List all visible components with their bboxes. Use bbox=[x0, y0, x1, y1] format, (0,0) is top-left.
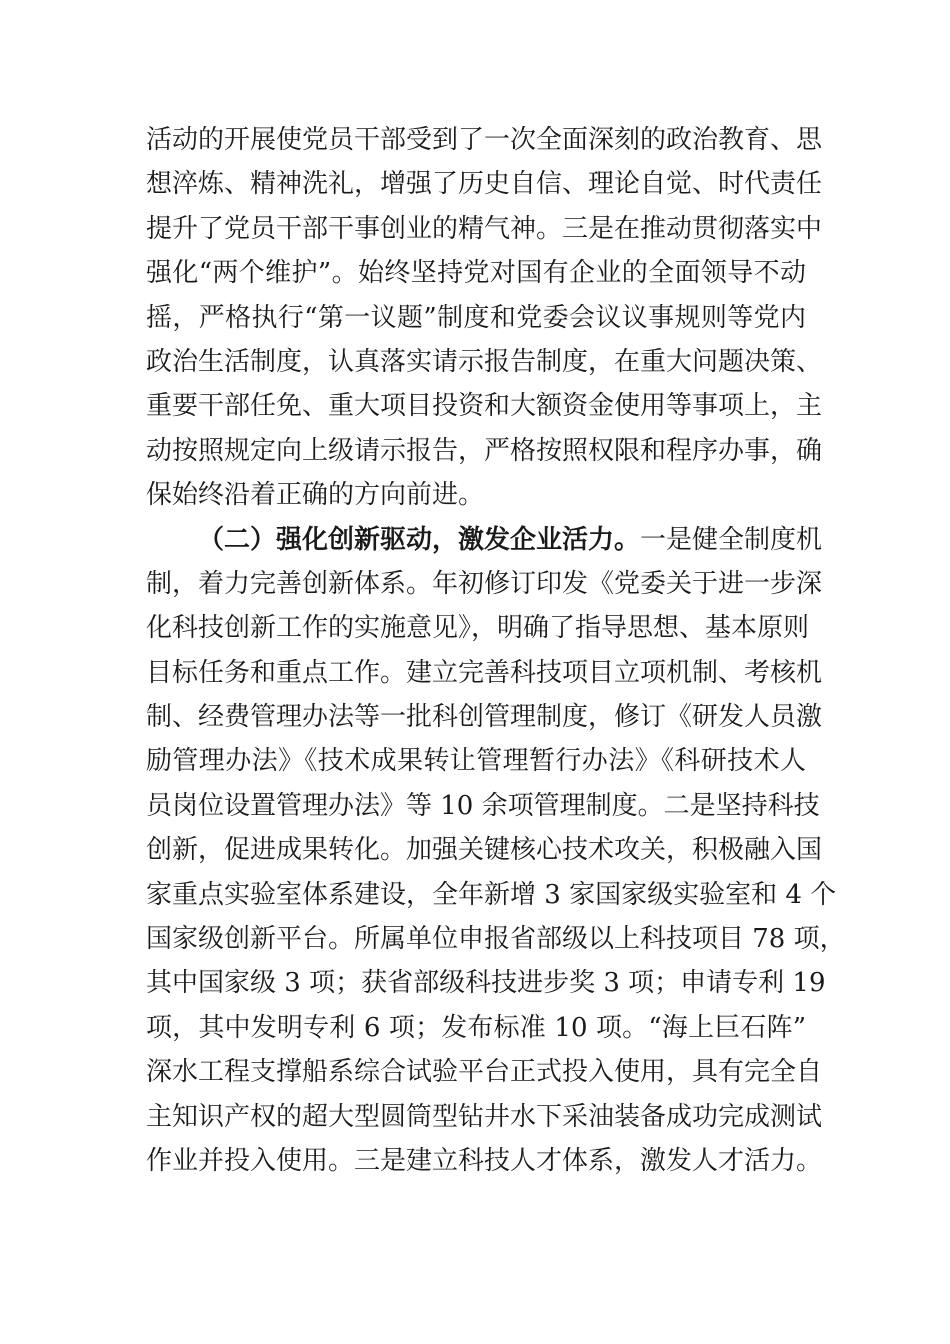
text-line: 国家级创新平台。所属单位申报省部级以上科技项目 78 项， bbox=[146, 924, 846, 955]
text-line: 保始终沿着正确的方向前进。 bbox=[146, 480, 485, 511]
paragraph-1 bbox=[146, 118, 823, 518]
text-line: 其中国家级 3 项；获省部级科技进步奖 3 项；申请专利 19 bbox=[146, 968, 826, 999]
text-line: 制，着力完善创新体系。年初修订印发《党委关于进一步深 bbox=[146, 568, 823, 599]
text-line: 强化“两个维护”。始终坚持党对国有企业的全面领导不动 bbox=[146, 258, 806, 289]
text-line: 想淬炼、精神洗礼，增强了历史自信、理论自觉、时代责任 bbox=[146, 169, 823, 200]
text-line: 政治生活制度，认真落实请示报告制度，在重大问题决策、 bbox=[146, 346, 823, 377]
text-line: 摇，严格执行“第一议题”制度和党委会议议事规则等党内 bbox=[146, 302, 806, 333]
text-line: 创新，促进成果转化。加强关键核心技术攻关，积极融入国 bbox=[146, 835, 823, 866]
text-line: 深水工程支撑船系综合试验平台正式投入使用，具有完全自 bbox=[146, 1057, 823, 1088]
text-line: 员岗位设置管理办法》等 10 余项管理制度。二是坚持科技 bbox=[146, 790, 820, 821]
text-line: 动按照规定向上级请示报告，严格按照权限和程序办事，确 bbox=[146, 435, 823, 466]
text-line: 提升了党员干部干事创业的精气神。三是在推动贯彻落实中 bbox=[146, 213, 823, 244]
text-line: 活动的开展使党员干部受到了一次全面深刻的政治教育、思 bbox=[146, 125, 823, 155]
heading-continuation: 一是健全制度机 bbox=[640, 524, 823, 555]
paragraph-2 bbox=[146, 518, 846, 1184]
section-heading: （二）强化创新驱动，激发企业活力。 bbox=[198, 524, 641, 555]
text-line: 制、经费管理办法等一批科创管理制度，修订《研发人员激 bbox=[146, 702, 823, 733]
text-line: 主知识产权的超大型圆筒型钻井水下采油装备成功完成测试 bbox=[146, 1101, 823, 1132]
paragraph-2-first-line bbox=[146, 518, 823, 562]
text-line: 家重点实验室体系建设，全年新增 3 家国家级实验室和 4 个 bbox=[146, 879, 837, 910]
text-line: 励管理办法》《技术成果转让管理暂行办法》《科研技术人 bbox=[146, 746, 806, 777]
text-line: 作业并投入使用。三是建立科技人才体系，激发人才活力。 bbox=[146, 1145, 823, 1176]
body-text bbox=[146, 118, 846, 1183]
text-line: 重要干部任免、重大项目投资和大额资金使用等事项上，主 bbox=[146, 391, 823, 422]
text-line: 目标任务和重点工作。建立完善科技项目立项机制、考核机 bbox=[146, 657, 823, 688]
text-line: 化科技创新工作的实施意见》，明确了指导思想、基本原则 bbox=[146, 613, 810, 644]
text-line: 项，其中发明专利 6 项；发布标准 10 项。“海上巨石阵” bbox=[146, 1012, 806, 1043]
